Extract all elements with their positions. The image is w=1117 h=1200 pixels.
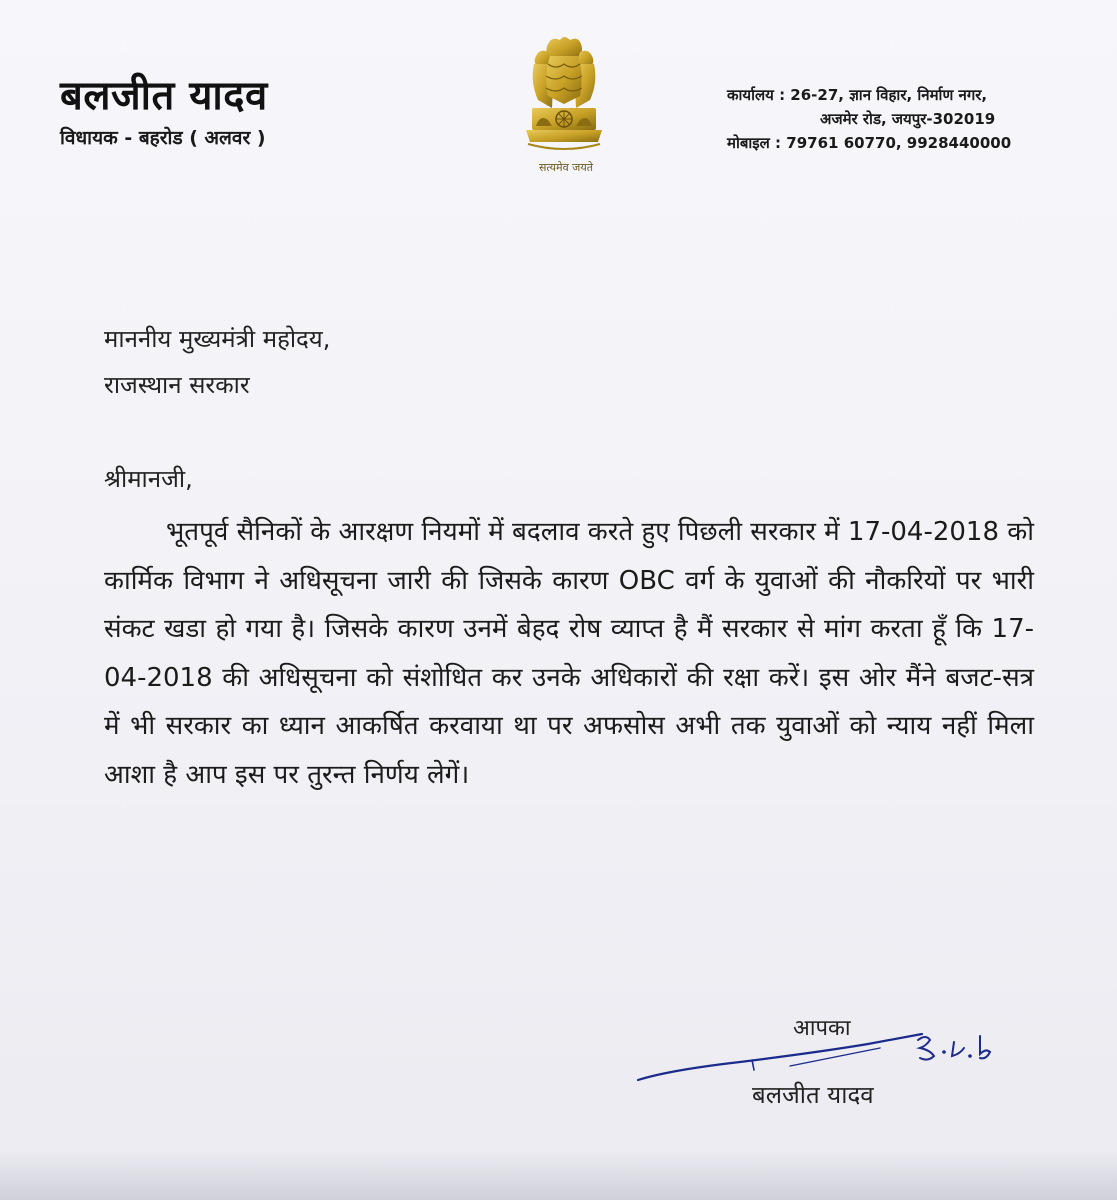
ashoka-lion-emblem-icon bbox=[518, 34, 610, 166]
closing-word: आपका bbox=[793, 1016, 851, 1041]
office-address-line2: अजमेर रोड, जयपुर-302019 bbox=[820, 110, 996, 128]
signer-name: बलजीत यादव bbox=[752, 1081, 874, 1109]
greeting: श्रीमानजी, bbox=[104, 465, 193, 493]
recipient-line2: राजस्थान सरकार bbox=[104, 371, 250, 399]
sender-name: बलजीत यादव bbox=[60, 73, 268, 119]
office-address-block bbox=[727, 83, 1011, 155]
mobile-numbers: मोबाइल : 79761 60770, 9928440000 bbox=[727, 134, 1012, 152]
emblem-motto: सत्यमेव जयते bbox=[538, 161, 593, 174]
paper-edge-shadow bbox=[0, 1150, 1117, 1200]
office-address-line1: कार्यालय : 26-27, ज्ञान विहार, निर्माण नगर, bbox=[727, 86, 988, 104]
letter-body: भूतपूर्व सैनिकों के आरक्षण नियमों में बदलाव करते हुए पिछली सरकार में 17-04-2018 को कार्मिक विभाग ने अधिसूचना जारी की जिसके कारण OBC वर्ग के युवाओं की नौकरियों पर भारी संकट खडा हो गया है। जिसके कारण उनमें बेहद रोष व्याप्त है मैं सरकार से मांग करता हूँ कि 17-04-2018 की अधिसूचना को संशोधित कर उनके अधिकारों की रक्षा करें। इस ओर मैंने बजट-सत्र में भी सरकार का ध्यान आकर्षित करवाया था पर अफसोस अभी तक युवाओं को न्याय नहीं मिला आशा है आप इस पर तुरन्त निर्णय लेगें। bbox=[104, 517, 1034, 790]
sender-designation: विधायक - बहरोड ( अलवर ) bbox=[60, 127, 266, 149]
recipient-line1: माननीय मुख्यमंत्री महोदय, bbox=[104, 325, 331, 353]
